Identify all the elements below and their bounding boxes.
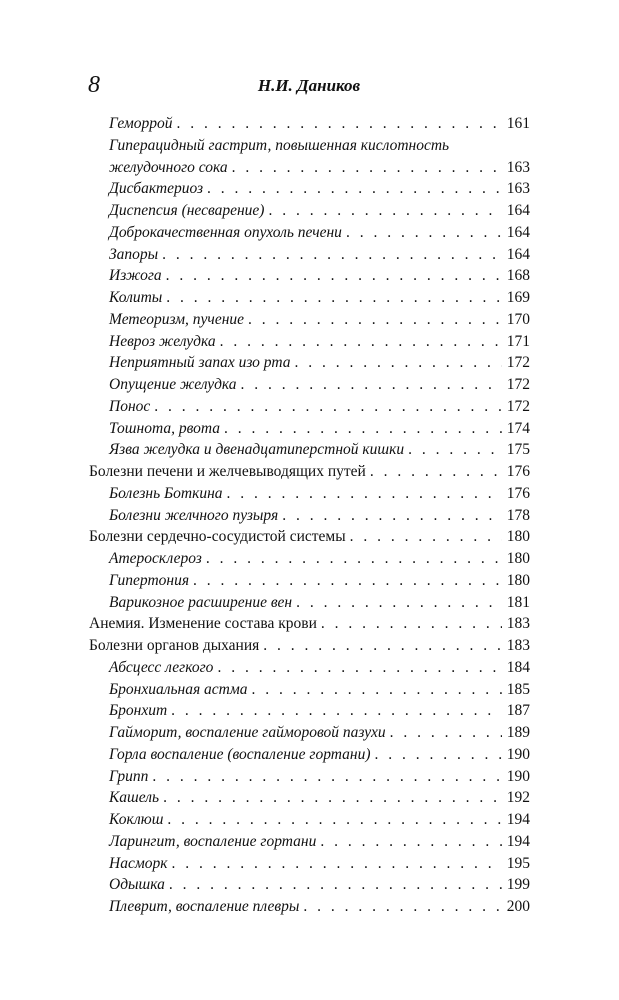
toc-entry-title: Бронхит [109,702,168,720]
toc-entry-title: Болезнь Боткина [109,484,223,502]
toc-entry-title: Атеросклероз [109,550,202,567]
toc-entry-page-number: 164 [506,202,530,219]
toc-entry-page-number: 180 [506,571,530,589]
toc-entry-page-number: 163 [506,158,530,176]
toc-entry-title: Грипп [109,767,149,785]
dot-leader [166,287,502,309]
toc-entry-title: желудочного сока [109,158,228,176]
toc-entry-title: Невроз желудка [109,332,216,350]
toc-entry-title: Гайморит, воспаление гайморовой пазухи [109,724,386,741]
toc-subentry [89,309,530,331]
toc-entry-page-number: 172 [506,376,530,393]
toc-entry-title: Варикозное расширение вен [109,593,293,611]
toc-entry-title: Кашель [109,789,160,807]
dot-leader [177,113,503,135]
toc-entry-page-number: 190 [506,745,530,763]
toc-entry-title: Гипертония [109,571,190,589]
toc-entry-title: Болезни сердечно-сосудистой системы [89,528,346,546]
toc-subentry [89,700,530,722]
table-of-contents [89,113,530,918]
toc-subentry [89,787,530,809]
toc-entry-page-number: 176 [506,463,530,480]
toc-subentry [89,874,530,896]
toc-subentry [89,809,530,831]
dot-leader [171,700,502,722]
toc-section-entry [89,461,530,483]
toc-entry-page-number: 181 [506,593,530,611]
toc-subentry [89,744,530,766]
toc-entry-page-number: 175 [506,441,530,459]
toc-section-entry [89,613,530,635]
toc-entry-title: Бронхиальная астма [109,680,248,698]
page-number: 8 [88,72,100,98]
toc-entry-page-number: 194 [506,832,530,850]
dot-leader [167,809,502,831]
toc-entry-title: Колиты [109,289,163,306]
dot-leader [268,200,502,222]
toc-subentry [89,657,530,679]
toc-entry-page-number: 163 [506,180,530,198]
dot-leader [296,592,502,614]
toc-entry-title: Болезни желчного пузыря [109,506,279,524]
toc-entry-title: Метеоризм, пучение [109,310,245,328]
toc-entry-page-number: 194 [506,811,530,828]
dot-leader [241,374,502,396]
dot-leader [321,613,502,635]
dot-leader [154,396,502,418]
toc-subentry [89,483,530,505]
toc-entry-page-number: 189 [506,724,530,741]
toc-entry-page-number: 168 [506,267,530,285]
toc-entry-page-number: 171 [506,332,530,350]
dot-leader [227,483,502,505]
toc-entry-title: Язва желудка и двенадцатиперстной кишки [109,441,405,459]
toc-entry-page-number: 199 [506,876,530,894]
dot-leader [374,744,502,766]
toc-entry-title: Плеврит, воспаление плевры [109,898,300,915]
toc-subentry [89,178,530,200]
dot-leader [207,178,502,200]
toc-subentry [89,766,530,788]
dot-leader [263,635,502,657]
toc-entry-title: Болезни печени и желчевыводящих путей [89,463,366,480]
toc-entry-title: Запоры [109,245,159,263]
toc-subentry [89,592,530,614]
dot-leader [282,505,502,527]
toc-subentry [89,113,530,135]
toc-section-entry [89,635,530,657]
dot-leader [252,679,502,701]
toc-entry-page-number: 183 [506,637,530,654]
toc-entry-title: Диспепсия (несварение) [109,202,265,219]
toc-subentry [89,287,530,309]
dot-leader [370,461,502,483]
toc-entry-title: Коклюш [109,811,164,828]
toc-entry-page-number: 180 [506,528,530,546]
dot-leader [224,418,502,440]
dot-leader [169,874,502,896]
dot-leader [166,265,502,287]
toc-entry-title: Насморк [109,854,168,872]
toc-subentry [89,831,530,853]
toc-entry-page-number: 164 [506,245,530,263]
toc-entry-title: Горла воспаление (воспаление гортани) [109,745,371,763]
toc-entry-page-number: 161 [506,115,530,132]
toc-entry-title: Дисбактериоз [109,180,204,198]
dot-leader [248,309,502,331]
toc-subentry [89,222,530,244]
toc-entry-title: Анемия. Изменение состава крови [89,615,317,633]
toc-subentry [89,548,530,570]
toc-subentry [89,679,530,701]
dot-leader [220,331,502,353]
toc-entry-page-number: 183 [506,615,530,633]
toc-entry-title: Болезни органов дыхания [89,637,260,654]
toc-entry-page-number: 174 [506,419,530,437]
toc-entry-page-number: 200 [506,898,530,915]
toc-entry-page-number: 185 [506,680,530,698]
toc-subentry [89,244,530,266]
toc-subentry [89,331,530,353]
running-head-author: Н.И. Даников [257,76,361,95]
toc-entry-page-number: 187 [506,702,530,720]
toc-entry-page-number: 190 [506,767,530,785]
toc-entry-title: Одышка [109,876,165,894]
dot-leader [217,657,502,679]
toc-entry-page-number: 169 [506,289,530,306]
toc-entry-continuation [89,135,530,157]
toc-entry-title: Тошнота, рвота [109,419,220,437]
toc-subentry [89,439,530,461]
toc-entry-page-number: 172 [506,354,530,372]
toc-section-entry [89,526,530,548]
dot-leader [206,548,502,570]
toc-subentry [89,570,530,592]
dot-leader [303,896,502,918]
toc-entry-page-number: 192 [506,789,530,807]
dot-leader [152,766,502,788]
toc-subentry [89,396,530,418]
dot-leader [171,853,502,875]
toc-subentry [89,505,530,527]
toc-entry-title: Ларингит, воспаление гортани [109,832,317,850]
toc-entry-title: Геморрой [109,115,173,132]
dot-leader [350,526,502,548]
toc-entry-page-number: 178 [506,506,530,524]
toc-entry-page-number: 172 [506,397,530,415]
dot-leader [346,222,502,244]
toc-entry-page-number: 176 [506,484,530,502]
toc-subentry [89,157,530,179]
toc-entry-page-number: 184 [506,658,530,676]
toc-entry-page-number: 170 [506,310,530,328]
dot-leader [390,722,502,744]
toc-subentry [89,200,530,222]
toc-subentry [89,418,530,440]
dot-leader [408,439,502,461]
toc-entry-title: Абсцесс легкого [109,658,214,676]
toc-entry-page-number: 180 [506,550,530,567]
toc-subentry [89,374,530,396]
toc-entry-title: Понос [109,397,151,415]
dot-leader [232,157,502,179]
toc-entry-page-number: 164 [506,223,530,241]
toc-entry-title: Изжога [109,267,162,285]
toc-entry-title: Неприятный запах изо рта [109,354,291,372]
toc-subentry [89,853,530,875]
page-header [88,72,530,98]
dot-leader [162,244,502,266]
toc-subentry [89,896,530,918]
dot-leader [320,831,502,853]
toc-subentry [89,722,530,744]
toc-entry-title: Гиперацидный гастрит, повышенная кислотность [109,136,450,154]
toc-entry-title: Доброкачественная опухоль печени [109,223,342,241]
toc-entry-page-number: 195 [506,854,530,872]
toc-entry-title: Опущение желудка [109,376,237,393]
dot-leader [193,570,502,592]
toc-subentry [89,352,530,374]
toc-subentry [89,265,530,287]
dot-leader [163,787,502,809]
dot-leader [294,352,502,374]
